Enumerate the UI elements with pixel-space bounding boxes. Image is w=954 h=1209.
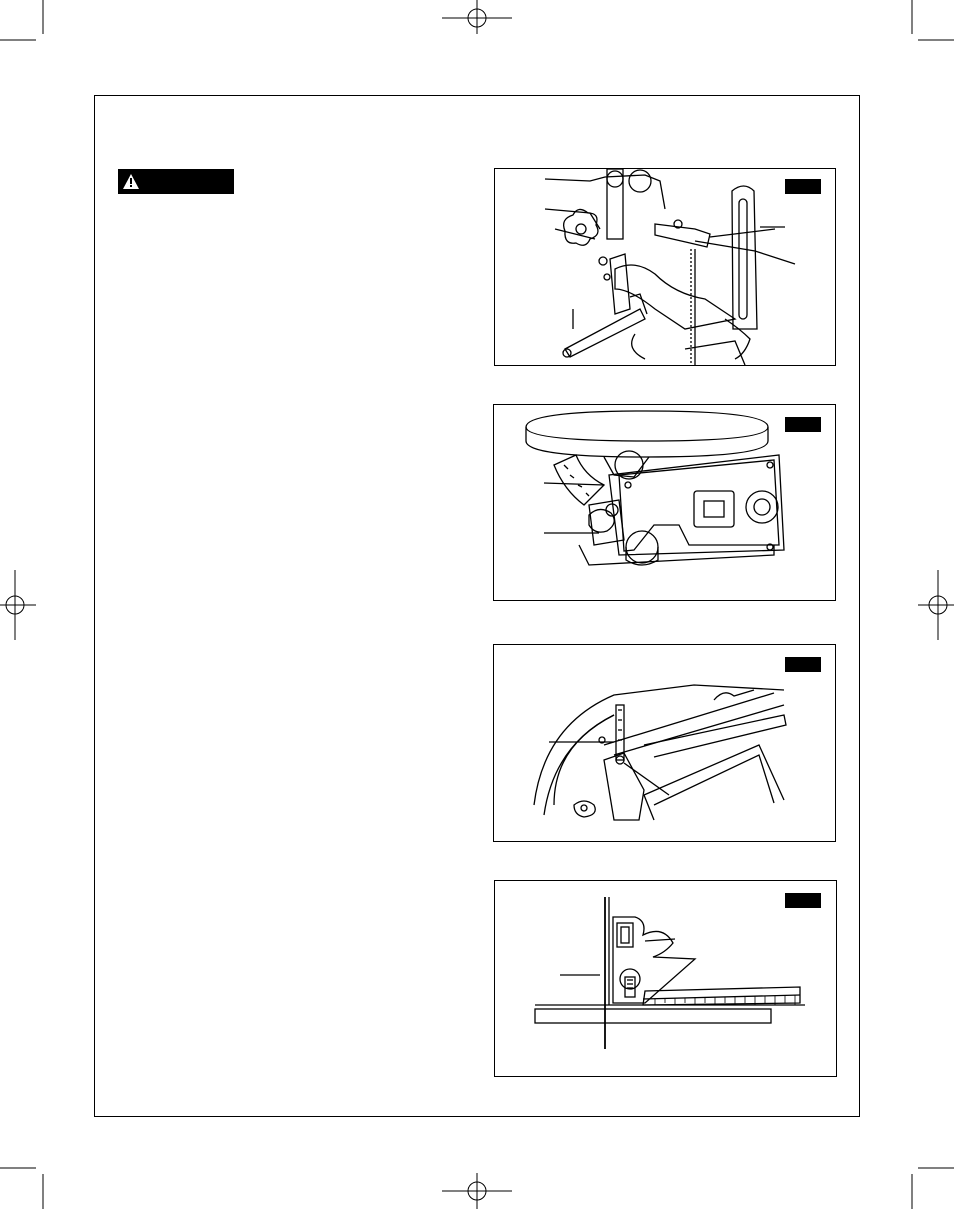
registration-crosshair-icon bbox=[0, 570, 36, 640]
registration-crosshair-icon bbox=[442, 1173, 512, 1209]
warning-badge bbox=[118, 169, 234, 194]
figure-3-tag bbox=[785, 657, 821, 672]
figure-4-tag bbox=[785, 893, 821, 908]
warning-triangle-icon bbox=[122, 173, 140, 190]
registration-crosshair-icon bbox=[442, 0, 512, 34]
figure-2-tag bbox=[785, 417, 821, 432]
figure-1 bbox=[494, 168, 836, 366]
figure-2 bbox=[493, 404, 836, 601]
figure-1-tag bbox=[785, 179, 821, 194]
figure-3-illustration bbox=[494, 645, 835, 841]
figure-3 bbox=[493, 644, 836, 842]
figure-4 bbox=[494, 880, 837, 1077]
figure-4-illustration bbox=[495, 881, 836, 1076]
figure-2-illustration bbox=[494, 405, 835, 600]
figure-1-illustration bbox=[495, 169, 835, 365]
registration-crosshair-icon bbox=[918, 570, 954, 640]
